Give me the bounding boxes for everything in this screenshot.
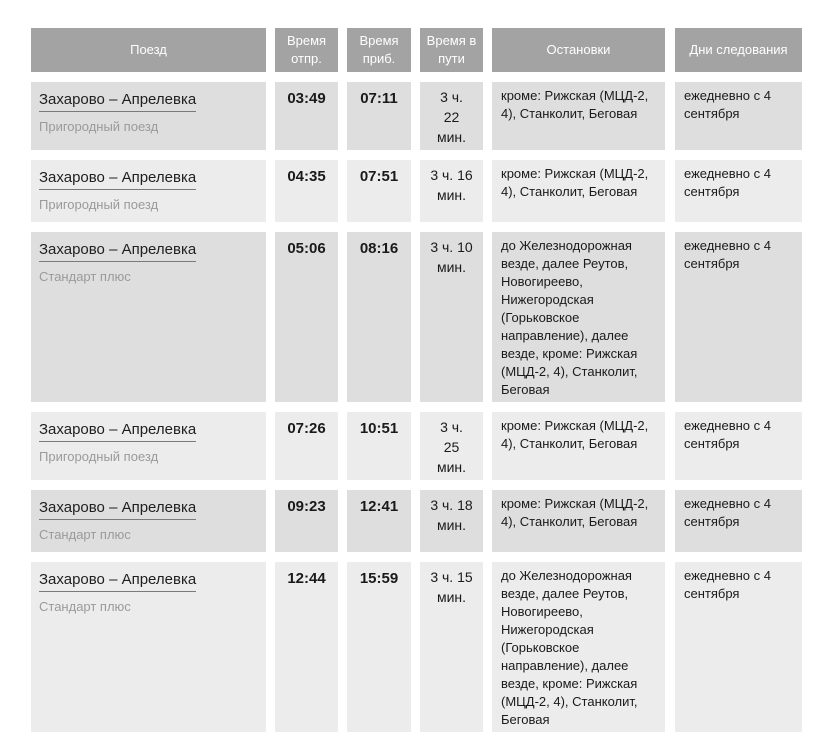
stops-text: до Железнодорожная везде, далее Реутов, Новогиреево, Нижегородская (Горьковское направление), далее везде, кроме: Рижская (МЦД-2, 4), Станколит, Беговая bbox=[501, 238, 638, 397]
departure-time: 05:06 bbox=[287, 240, 326, 257]
days-text: ежедневно с 4 сентября bbox=[684, 166, 771, 199]
days-cell bbox=[675, 232, 802, 402]
departure-cell bbox=[275, 490, 338, 552]
header-days: Дни следования bbox=[675, 28, 802, 72]
departure-time: 07:26 bbox=[287, 420, 326, 437]
days-cell bbox=[675, 160, 802, 222]
header-departure: Время отпр. bbox=[275, 28, 338, 72]
departure-cell bbox=[275, 232, 338, 402]
arrival-time: 08:16 bbox=[359, 240, 399, 257]
arrival-cell bbox=[347, 490, 411, 552]
route-link[interactable]: Захарово – Апрелевка bbox=[39, 570, 196, 592]
departure-time: 04:35 bbox=[287, 168, 326, 185]
duration: 3 ч. 10 мин. bbox=[430, 239, 473, 275]
days-cell bbox=[675, 490, 802, 552]
header-train: Поезд bbox=[31, 28, 266, 72]
stops-text: кроме: Рижская (МЦД-2, 4), Станколит, Беговая bbox=[501, 88, 649, 121]
stops-text: кроме: Рижская (МЦД-2, 4), Станколит, Беговая bbox=[501, 418, 649, 451]
train-cell bbox=[31, 562, 266, 732]
stops-cell bbox=[492, 412, 665, 480]
days-text: ежедневно с 4 сентября bbox=[684, 418, 771, 451]
route-link[interactable]: Захарово – Апрелевка bbox=[39, 498, 196, 520]
duration: 3 ч. 15 мин. bbox=[430, 569, 473, 605]
departure-cell bbox=[275, 562, 338, 732]
departure-cell bbox=[275, 82, 338, 150]
arrival-cell bbox=[347, 562, 411, 732]
stops-text: до Железнодорожная везде, далее Реутов, Новогиреево, Нижегородская (Горьковское направление), далее везде, кроме: Рижская (МЦД-2, 4), Станколит, Беговая bbox=[501, 568, 638, 727]
route-link[interactable]: Захарово – Апрелевка bbox=[39, 420, 196, 442]
train-type: Пригородный поезд bbox=[39, 197, 159, 212]
duration: 3 ч. 22 мин. bbox=[436, 89, 467, 145]
header-arrival: Время приб. bbox=[347, 28, 411, 72]
days-cell bbox=[675, 562, 802, 732]
arrival-cell bbox=[347, 412, 411, 480]
days-text: ежедневно с 4 сентября bbox=[684, 88, 771, 121]
stops-cell bbox=[492, 232, 665, 402]
arrival-time: 10:51 bbox=[359, 420, 399, 437]
header-stops: Остановки bbox=[492, 28, 665, 72]
arrival-time: 07:11 bbox=[360, 90, 398, 107]
days-text: ежедневно с 4 сентября bbox=[684, 496, 771, 529]
departure-cell bbox=[275, 412, 338, 480]
train-type: Пригородный поезд bbox=[39, 119, 159, 134]
route-link[interactable]: Захарово – Апрелевка bbox=[39, 240, 196, 262]
duration: 3 ч. 16 мин. bbox=[430, 167, 473, 203]
train-type: Стандарт плюс bbox=[39, 269, 131, 284]
train-type: Стандарт плюс bbox=[39, 599, 131, 614]
duration-cell bbox=[420, 562, 483, 732]
stops-text: кроме: Рижская (МЦД-2, 4), Станколит, Беговая bbox=[501, 496, 649, 529]
days-cell bbox=[675, 82, 802, 150]
duration-cell bbox=[420, 160, 483, 222]
train-cell bbox=[31, 490, 266, 552]
departure-time: 03:49 bbox=[287, 90, 326, 107]
arrival-time: 12:41 bbox=[359, 498, 399, 515]
duration-cell bbox=[420, 490, 483, 552]
train-cell bbox=[31, 412, 266, 480]
route-link[interactable]: Захарово – Апрелевка bbox=[39, 168, 196, 190]
departure-cell bbox=[275, 160, 338, 222]
arrival-cell bbox=[347, 82, 411, 150]
train-type: Стандарт плюс bbox=[39, 527, 131, 542]
duration-cell bbox=[420, 412, 483, 480]
train-cell bbox=[31, 160, 266, 222]
days-text: ежедневно с 4 сентября bbox=[684, 238, 771, 271]
days-text: ежедневно с 4 сентября bbox=[684, 568, 771, 601]
departure-time: 12:44 bbox=[287, 570, 326, 587]
duration-cell bbox=[420, 82, 483, 150]
header-duration: Время в пути bbox=[420, 28, 483, 72]
train-cell bbox=[31, 232, 266, 402]
arrival-cell bbox=[347, 160, 411, 222]
stops-cell bbox=[492, 562, 665, 732]
arrival-time: 15:59 bbox=[359, 570, 399, 587]
arrival-time: 07:51 bbox=[359, 168, 399, 185]
duration: 3 ч. 25 мин. bbox=[436, 419, 467, 475]
duration-cell bbox=[420, 232, 483, 402]
stops-cell bbox=[492, 490, 665, 552]
train-type: Пригородный поезд bbox=[39, 449, 159, 464]
arrival-cell bbox=[347, 232, 411, 402]
departure-time: 09:23 bbox=[287, 498, 326, 515]
days-cell bbox=[675, 412, 802, 480]
train-cell bbox=[31, 82, 266, 150]
stops-cell bbox=[492, 82, 665, 150]
route-link[interactable]: Захарово – Апрелевка bbox=[39, 90, 196, 112]
stops-cell bbox=[492, 160, 665, 222]
duration: 3 ч. 18 мин. bbox=[430, 497, 473, 533]
stops-text: кроме: Рижская (МЦД-2, 4), Станколит, Беговая bbox=[501, 166, 649, 199]
